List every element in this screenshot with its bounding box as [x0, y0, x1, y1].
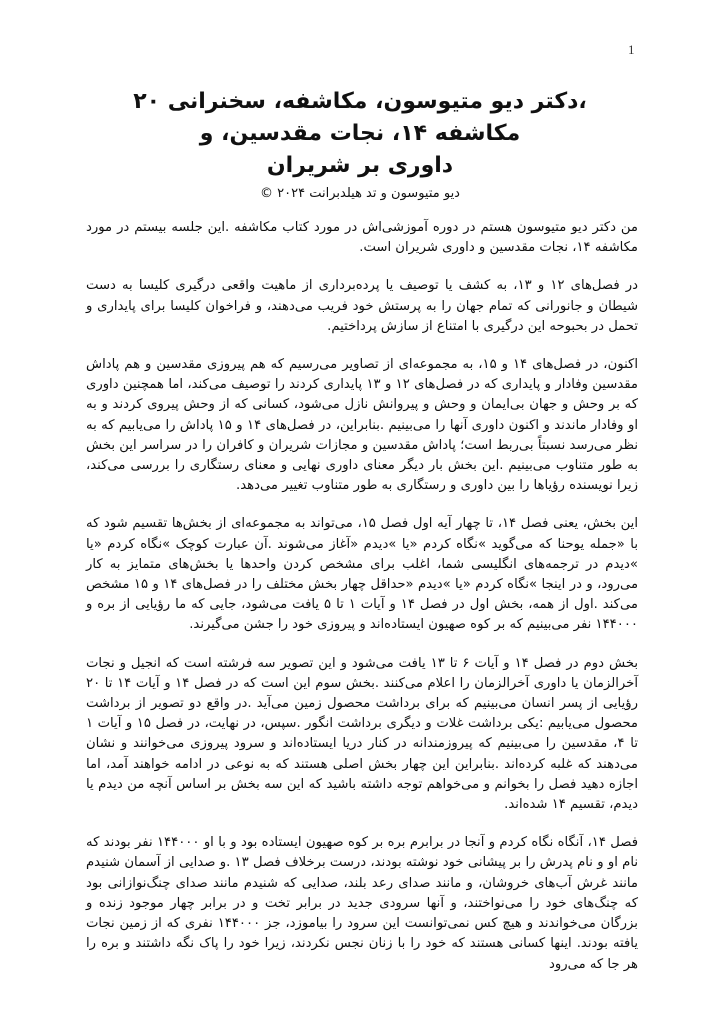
document-title-block: [80, 86, 640, 204]
paragraph-chapter-14-text: فصل ۱۴، آنگاه نگاه کردم و آنجا در برابرم بره بر کوه صهیون ایستاده بود و با او ۱۴۴۰۰۰ نفر بودند که نام او و نام پدرش را بر پیشانی خود نوشته بودند، درست برخلاف فصل ۱۳ .و صدایی از آسمان شنیدم مانند غرش آب‌های خروشان، و مانند صدای رعد بلند، صدایی که شنیدم مانند صدای چنگ‌نوازانی بود که چنگ‌های خود را می‌نواختند، و آنها سرودی جدید در برابر تخت و در برابر چهار موجود زنده و بزرگان می‌خواندند و هیچ کس نمی‌توانست این سرود را بیاموزد، جز ۱۴۴۰۰۰ نفری که از زمین نجات یافته بودند. اینها کسانی هستند که خود را با زنان نجس نکردند، زیرا خود را پاک نگه داشتند و بره را هر جا که می‌رود: [86, 835, 639, 972]
byline: دیو متیوسون و تد هیلدبرانت ۲۰۲۴ ©: [260, 186, 460, 201]
paragraph-intro: من دکتر دیو متیوسون هستم در دوره آموزشی‌اش در مورد کتاب مکاشفه .این جلسه بیستم در مورد مکاشفه ۱۴، نجات مقدسین و داوری شریران است.: [86, 220, 638, 256]
title-line-1: ،دکتر دیو متیوسون، مکاشفه، سخنرانی ۲۰: [133, 89, 587, 114]
title-line-3: داوری بر شریران: [266, 153, 454, 178]
paragraph-sections: این بخش، یعنی فصل ۱۴، تا چهار آیه اول فصل ۱۵، می‌تواند به مجموعه‌ای از بخش‌ها تقسیم شود که با «جمله یوحنا که می‌گوید »نگاه کردم «یا »دیدم «آغاز می‌شوند .آن عبارت کوچک »نگاه کردم «یا »دیدم در ترجمه‌های انگلیسی شما، اغلب برای مشخص کردن واحدها یا بخش‌های متمایز به کار می‌رود، و در اینجا »نگاه کردم «یا »دیدم «حداقل چهار بخش مختلف را در فصل‌های ۱۴ و ۱۵ مشخص می‌کند .اول از همه، بخش اول در فصل ۱۴ و آیات ۱ تا ۵ یافت می‌شود، جایی که ما رؤیایی از بره و ۱۴۴۰۰۰ نفر می‌بینیم که بر کوه صهیون ایستاده‌اند و پیروزی خود را جشن می‌گیرند.: [86, 516, 639, 633]
document-body: [86, 218, 638, 993]
paragraph-second-section: بخش دوم در فصل ۱۴ و آیات ۶ تا ۱۳ یافت می‌شود و این تصویر سه فرشته است که انجیل و نجات آخرالزمان یا داوری آخرالزمان را اعلام می‌کنند .بخش سوم این است که در فصل ۱۴ و آیات ۱۴ تا ۲۰ رؤیایی از پسر انسان می‌بینیم که برای برداشت محصول زمین می‌آید .در واقع دو تصویر از برداشت محصول می‌یابیم :یکی برداشت غلات و دیگری برداشت انگور .سپس، در نهایت، در فصل ۱۵ و آیات ۱ تا ۴، مقدسین را می‌بینیم که پیروزمندانه در کنار دریا ایستاده‌اند و سرود پیروزی می‌خوانند و نشان می‌دهند که غلبه کرده‌اند .بنابراین این چهار بخش اصلی هستند که به نوعی در ادامه خواهند آمد، اما اجازه دهید فصل را بخوانم و می‌خواهم توجه داشته باشید که این سه بخش بر اساس آنچه من دیدم یا دیدم، تقسیم ۱۴ شده‌اند.: [86, 655, 639, 813]
title-line-2: مکاشفه ۱۴، نجات مقدسین، و: [199, 121, 521, 146]
page-number: 1: [628, 42, 635, 57]
paragraph-chapters-14-15: اکنون، در فصل‌های ۱۴ و ۱۵، به مجموعه‌ای از تصاویر می‌رسیم که هم پیروزی مقدسین و هم پاداش مقدسین وفادار و پایداری که در فصل‌های ۱۲ و ۱۳ پایداری کردند را توصیف می‌کند، اما همچنین داوری که بر وحش و جهان بی‌ایمان و وحش و پیروانش نازل می‌شود، کسانی که از وحش پیروی کردند و به او وفادار ماندند و اکنون داوری آنها را می‌بینیم .بنابراین، در فصل‌های ۱۴ و ۱۵ پاداش را می‌یابیم که به نظر می‌رسد نسبتاً بی‌ربط است؛ پاداش مقدسین و مجازات شریران و کافران را در سراسر این بخش به طور متناوب می‌بینیم .این بخش بار دیگر معنای داوری نهایی و معنای رستگاری را بررسی می‌کند، زیرا نویسنده رؤیاها را بین داوری و رستگاری به طور متناوب تغییر می‌دهد.: [86, 357, 638, 494]
paragraph-chapters-12-13: در فصل‌های ۱۲ و ۱۳، به کشف یا توصیف یا پرده‌برداری از ماهیت واقعی درگیری کلیسا به دست شیطان و جانورانی که تمام جهان را به پرستش خود فریب می‌دهند، و فراخوان کلیسا برای پایداری و تحمل در بحبوحه این درگیری با امتناع از سازش پرداختیم.: [86, 278, 639, 334]
